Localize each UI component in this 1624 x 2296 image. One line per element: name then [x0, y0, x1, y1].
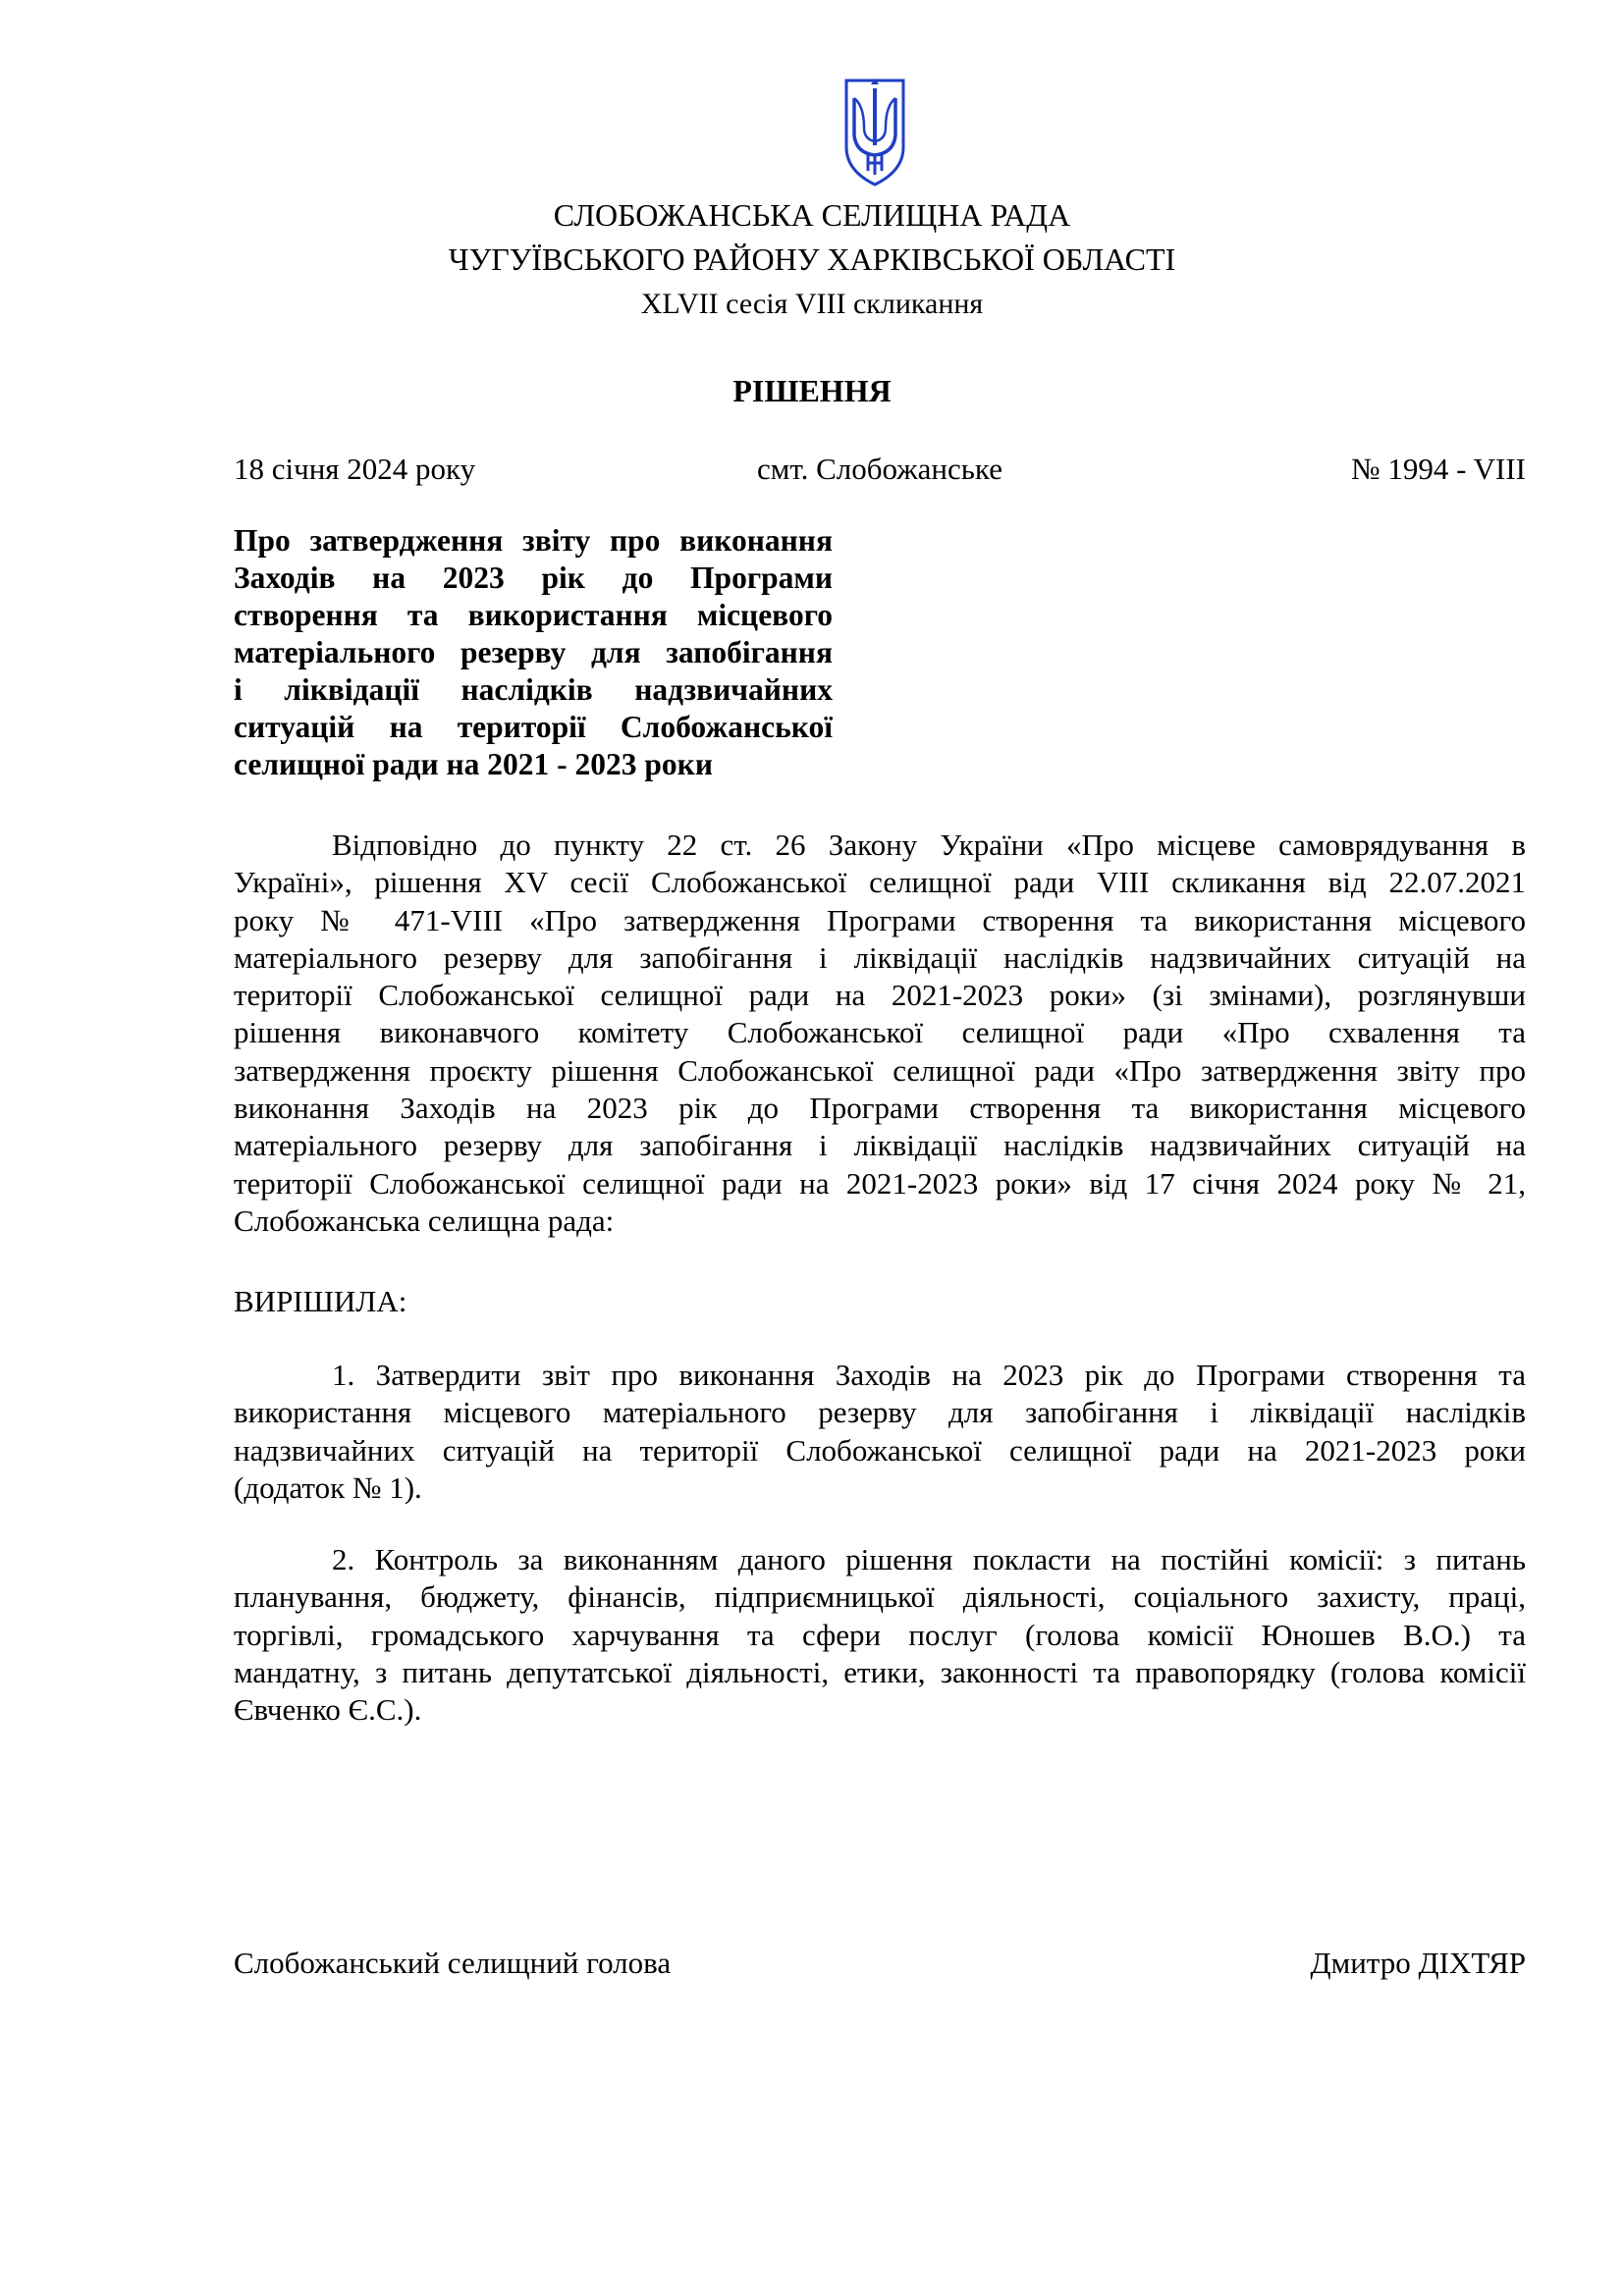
decision-subject: [234, 522, 833, 783]
item-line: мандатну, з питань депутатської діяльності, етики, законності та правопорядку (голова комісії: [234, 1654, 1526, 1689]
preamble-paragraph: [234, 827, 1526, 1240]
item-line: надзвичайних ситуацій на території Слобожанської селищної ради на 2021-2023 роки: [234, 1432, 1526, 1468]
preamble-line: матеріального резерву для запобігання і ліквідації наслідків надзвичайних ситуацій на: [234, 1128, 1526, 1163]
session-line: XLVII сесія VIII скликання: [640, 288, 984, 320]
decision-item-1: [234, 1357, 1526, 1507]
subject-line: створення та використання місцевого: [234, 598, 833, 632]
item-line: 1. Затвердити звіт про виконання Заходів на 2023 рік до Програми створення та: [332, 1358, 1526, 1392]
decision-date: 18 січня 2024 року: [234, 452, 476, 486]
subject-line: Заходів на 2023 рік до Програми: [234, 561, 833, 595]
resolved-label: ВИРІШИЛА:: [234, 1284, 407, 1318]
item-line: використання місцевого матеріального резерву для запобігання і ліквідації наслідків: [234, 1395, 1526, 1430]
preamble-line: Слобожанська селищна рада:: [234, 1202, 615, 1238]
decision-number: № 1994 - VIII: [1351, 452, 1526, 486]
preamble-line: території Слобожанської селищної ради на 2021-2023 роки» від 17 січня 2024 року № 21,: [234, 1165, 1526, 1201]
preamble-line: території Слобожанської селищної ради на 2021-2023 роки» (зі змінами), розглянувши: [234, 978, 1526, 1013]
item-line: планування, бюджету, фінансів, підприємницької діяльності, соціального захисту, праці,: [234, 1579, 1526, 1615]
subject-line: матеріального резерву для запобігання: [234, 635, 833, 669]
resolved-heading: [234, 1283, 1526, 1320]
district-name: ЧУГУЇВСЬКОГО РАЙОНУ ХАРКІВСЬКОЇ ОБЛАСТІ: [448, 241, 1176, 277]
document-type-title: РІШЕННЯ: [732, 373, 892, 408]
signatory-name: Дмитро ДІХТЯР: [1310, 1946, 1526, 1980]
signatory-role: Слобожанський селищний голова: [234, 1946, 672, 1980]
preamble-line: виконання Заходів на 2023 рік до Програми створення та використання місцевого: [234, 1091, 1526, 1126]
decision-place: смт. Слобожанське: [757, 452, 1002, 486]
preamble-line: рішення виконавчого комітету Слобожанської селищної ради «Про схвалення та: [234, 1015, 1526, 1050]
item-line: (додаток № 1).: [234, 1469, 422, 1505]
preamble-line: Відповідно до пункту 22 ст. 26 Закону України «Про місцеве самоврядування в: [332, 828, 1526, 862]
item-line: 2. Контроль за виконанням даного рішення покласти на постійні комісії: з питань: [332, 1542, 1526, 1576]
subject-line: ситуацій на території Слобожанської: [234, 710, 833, 744]
preamble-line: матеріального резерву для запобігання і ліквідації наслідків надзвичайних ситуацій на: [234, 939, 1526, 975]
coat-of-arms-icon: [842, 77, 907, 188]
signature-block: [234, 1944, 1526, 1983]
decision-item-2: [234, 1541, 1526, 1729]
preamble-line: затвердження проєкту рішення Слобожанської селищної ради «Про затвердження звіту про: [234, 1052, 1526, 1088]
preamble-line: Україні», рішення XV сесії Слобожанської селищної ради VIII скликання від 22.07.2021: [234, 865, 1526, 900]
item-line: Євченко Є.С.).: [234, 1692, 422, 1728]
preamble-line: року № 471-VIII «Про затвердження Програми створення та використання місцевого: [234, 902, 1526, 937]
subject-line: і ліквідації наслідків надзвичайних: [234, 672, 833, 707]
council-name: СЛОБОЖАНСЬКА СЕЛИЩНА РАДА: [553, 197, 1071, 233]
subject-line: Про затвердження звіту про виконання: [234, 523, 833, 558]
item-line: торгівлі, громадського харчування та сфери послуг (голова комісії Юношев В.О.) та: [234, 1617, 1526, 1652]
decision-meta-row: [234, 450, 1526, 489]
subject-line: селищної ради на 2021 - 2023 роки: [234, 747, 713, 781]
